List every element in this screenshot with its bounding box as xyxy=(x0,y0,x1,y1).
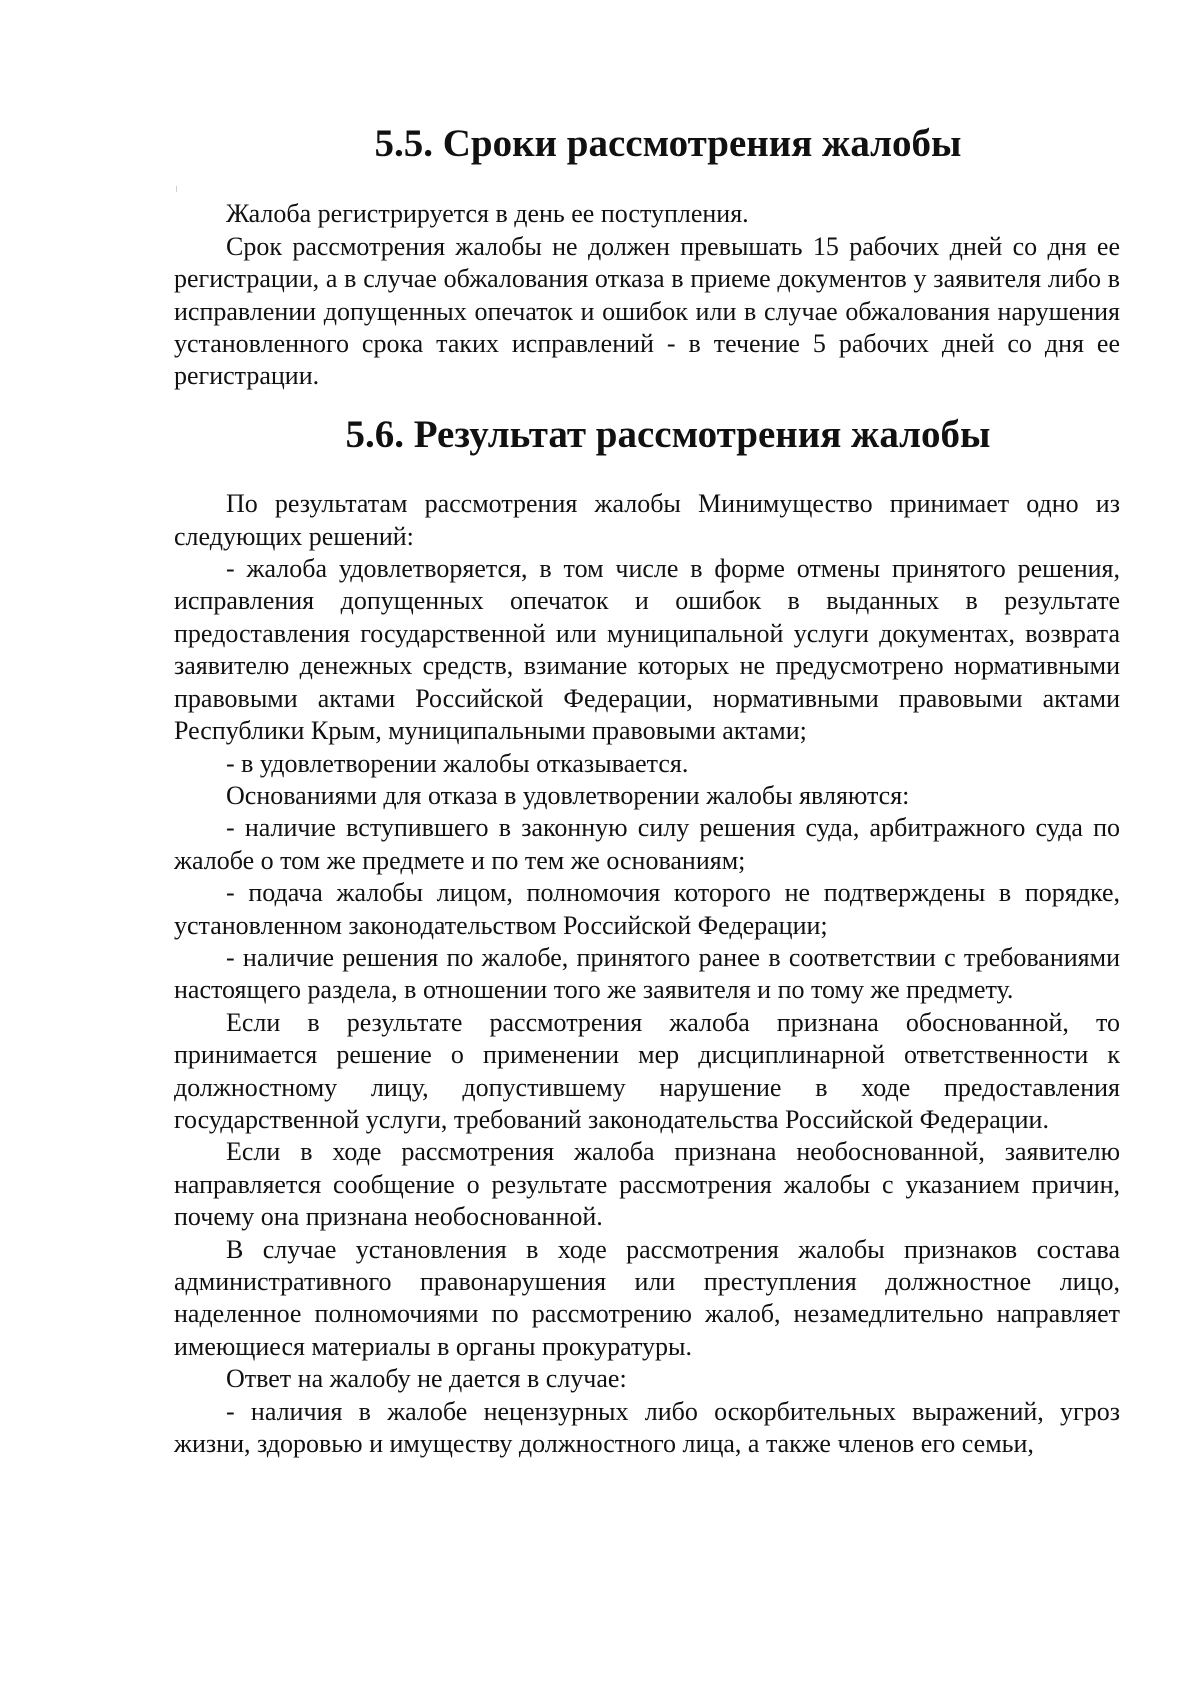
section-5-6-title: 5.6. Результат рассмотрения жалобы xyxy=(345,412,991,456)
list-item: - в удовлетворении жалобы отказывается. xyxy=(226,748,689,778)
section-5-5-title: 5.5. Сроки рассмотрения жалобы xyxy=(374,122,962,165)
list-item: - наличие вступившего в законную силу решения суда, арбитражного суда по жалобе о том же предмете и по тем же основаниям; xyxy=(174,813,1120,875)
paragraph: Если в ходе рассмотрения жалоба признана необоснованной, заявителю направляется сообщение о результате рассмотрения жалобы с указанием причин, почему она признана необоснованной. xyxy=(174,1137,1120,1232)
paragraph: Ответ на жалобу не дается в случае: xyxy=(226,1364,627,1394)
paragraph: По результатам рассмотрения жалобы Минимущество принимает одно из следующих решений: xyxy=(174,489,1120,551)
list-item: - наличия в жалобе нецензурных либо оскорбительных выражений, угроз жизни, здоровью и имуществу должностного лица, а также членов его семьи, xyxy=(174,1396,1120,1459)
paragraph: В случае установления в ходе рассмотрения жалобы признаков состава административного правонарушения или преступления должностное лицо, наделенное полномочиями по рассмотрению жалоб, незамедлительно направляет имеющиеся материалы в органы прокуратуры. xyxy=(174,1234,1120,1361)
document-body xyxy=(174,122,1120,1460)
list-item: - подача жалобы лицом, полномочия которого не подтверждены в порядке, установленном законодательством Российской Федерации; xyxy=(174,878,1120,940)
list-item: - жалоба удовлетворяется, в том числе в форме отмены принятого решения, исправления допущенных опечаток и ошибок в выданных в результате предоставления государственной или муниципальной услуги документах, возврата заявителю денежных средств, взимание которых не предусмотрено нормативными правовыми актами Российской Федерации, нормативными правовыми актами Республики Крым, муниципальными правовыми актами; xyxy=(174,554,1120,746)
paragraph: Срок рассмотрения жалобы не должен превышать 15 рабочих дней со дня ее регистрации, а в случае обжалования отказа в приеме документов у заявителя либо в исправлении допущенных опечаток и ошибок или в случае обжалования нарушения установленного срока таких исправлений - в течение 5 рабочих дней со дня ее регистрации. xyxy=(174,231,1120,391)
paragraph: Если в результате рассмотрения жалоба признана обоснованной, то принимается решение о применении мер дисциплинарной ответственности к должностному лицу, допустившему нарушение в ходе предоставления государственной услуги, требований законодательства Российской Федерации. xyxy=(174,1007,1120,1134)
list-item: - наличие решения по жалобе, принятого ранее в соответствии с требованиями настоящего раздела, в отношении того же заявителя и по тому же предмету. xyxy=(174,942,1120,1005)
paragraph: Основаниями для отказа в удовлетворении жалобы являются: xyxy=(226,780,910,810)
paragraph: Жалоба регистрируется в день ее поступления. xyxy=(226,199,749,229)
